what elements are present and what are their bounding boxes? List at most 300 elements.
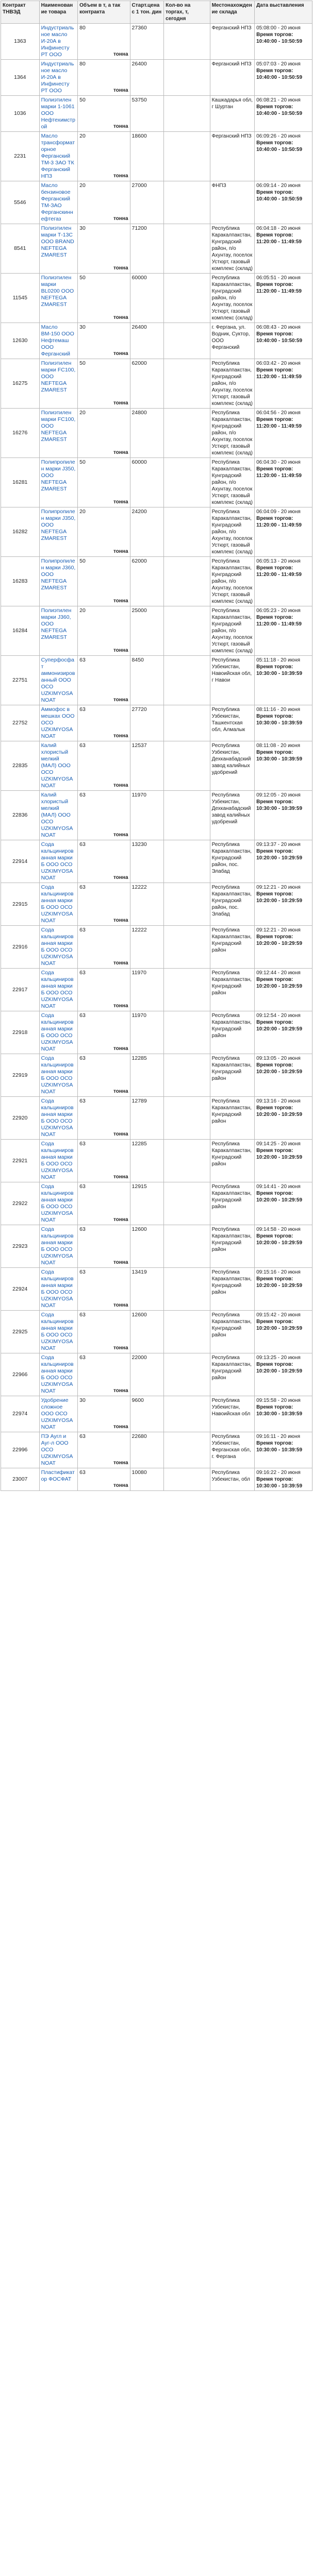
contract-id-cell: 22917 [1, 969, 40, 1011]
volume-cell [78, 24, 130, 60]
volume-value: 63 [79, 1269, 86, 1275]
auction-table [1, 1, 312, 1491]
product-name-link[interactable]: Калий хлористый мелкий (МАЛ) ООО ОСО UZKIMYOSANOAT [41, 792, 73, 838]
table-body [1, 24, 312, 1491]
product-name-link[interactable]: Полиэтилен марки J360, ООО NEFTEGA ZMAREST [41, 607, 72, 640]
quantity-today-cell [164, 1432, 210, 1468]
contract-id-cell: 11545 [1, 274, 40, 323]
volume-cell [78, 507, 130, 557]
listing-date-value: 09:15:42 - 20 июня [256, 1312, 301, 1318]
contract-id-cell: 22920 [1, 1097, 40, 1140]
trade-time-label: Время торгов: [256, 565, 293, 571]
contract-id-cell: 23007 [1, 1468, 40, 1491]
trade-time-label: Время торгов: [256, 32, 293, 38]
contract-id-cell: 16276 [1, 409, 40, 458]
unit-label: тонна [113, 1424, 128, 1430]
volume-cell [78, 409, 130, 458]
warehouse-location-cell: Республика Узбекистан, Навоийская обл [210, 1396, 254, 1432]
trade-time-value: 10:30:00 - 10:39:59 [256, 1483, 303, 1489]
product-name-cell [39, 132, 78, 181]
listing-date-cell [255, 1311, 312, 1353]
table-row [1, 274, 312, 323]
quantity-today-cell [164, 1353, 210, 1396]
volume-value: 63 [79, 1098, 86, 1104]
start-price-cell: 11970 [130, 969, 164, 1011]
listing-date-value: 09:12:21 - 20 июня [256, 885, 301, 890]
contract-id-cell: 16275 [1, 359, 40, 409]
product-name-link[interactable]: Сода кальцинированная марки Б ООО ОСО UZKIMYOSANOAT [41, 1012, 74, 1052]
listing-date-cell [255, 1353, 312, 1396]
product-name-link[interactable]: Масло бензиновое Ферганский ТМ-ЗАО Ферганскиннефтегаз [41, 182, 73, 222]
start-price-cell: 12537 [130, 741, 164, 791]
trade-time-label: Время торгов: [256, 799, 293, 805]
warehouse-location-cell: Ферганский НПЗ [210, 132, 254, 181]
table-row [1, 409, 312, 458]
unit-label: тонна [113, 918, 128, 923]
trade-time-label: Время торгов: [256, 977, 293, 982]
product-name-link[interactable]: Полиэтилен марки FC100, ООО NEFTEGA ZMAREST [41, 410, 76, 443]
listing-date-value: 06:05:51 - 20 июня [256, 275, 301, 281]
product-name-link[interactable]: Пластификатор ФОСФАТ [41, 1469, 75, 1482]
trade-time-value: 10:30:00 - 10:39:59 [256, 720, 303, 726]
trade-time-value: 10:20:00 - 10:29:59 [256, 1197, 303, 1203]
trade-time-value: 10:20:00 - 10:29:59 [256, 898, 303, 904]
contract-id-cell: 12630 [1, 323, 40, 359]
listing-date-cell [255, 883, 312, 926]
listing-date-cell [255, 1268, 312, 1311]
warehouse-location-cell: ФНПЗ [210, 181, 254, 224]
trade-time-value: 10:20:00 - 10:29:59 [256, 1283, 303, 1289]
start-price-cell: 12285 [130, 1054, 164, 1097]
start-price-cell: 22000 [130, 1353, 164, 1396]
listing-date-value: 09:16:22 - 20 июня [256, 1470, 301, 1476]
warehouse-location-cell: Республика Каракалпакстан, Кунградский район, п/о Ахунтау, поселок Устюрт, газовый комплекс (склад) [210, 359, 254, 409]
table-row [1, 656, 312, 705]
trade-time-value: 10:40:00 - 10:50:59 [256, 75, 303, 80]
volume-cell [78, 1097, 130, 1140]
contract-id-cell: 22966 [1, 1353, 40, 1396]
volume-cell [78, 1432, 130, 1468]
product-name-cell [39, 606, 78, 656]
trade-time-value: 10:40:00 - 10:50:59 [256, 111, 303, 116]
trade-time-label: Время торгов: [256, 1319, 293, 1325]
contract-id-cell: 22923 [1, 1225, 40, 1268]
contract-id-cell: 22919 [1, 1054, 40, 1097]
trade-time-value: 10:30:00 - 10:39:59 [256, 756, 303, 762]
listing-date-cell [255, 1468, 312, 1491]
product-name-link[interactable]: Сода кальцинированная марки Б ООО ОСО UZKIMYOSANOAT [41, 1312, 74, 1351]
unit-label: тонна [113, 1460, 128, 1466]
start-price-cell: 12600 [130, 1311, 164, 1353]
trade-time-label: Время торгов: [256, 1105, 293, 1111]
table-row [1, 224, 312, 274]
volume-cell [78, 741, 130, 791]
warehouse-location-cell: Республика Узбекистан, Ферганская обл, г. Фергана [210, 1432, 254, 1468]
trade-time-label: Время торгов: [256, 750, 293, 755]
quantity-today-cell [164, 1140, 210, 1182]
product-name-cell [39, 274, 78, 323]
start-price-cell: 53750 [130, 96, 164, 132]
start-price-cell: 12285 [130, 1140, 164, 1182]
quantity-today-cell [164, 656, 210, 705]
trade-time-label: Время торгов: [256, 417, 293, 422]
trade-time-label: Время торгов: [256, 1362, 293, 1367]
product-name-link[interactable]: Сода кальцинированная марки Б ООО ОСО UZKIMYOSANOAT [41, 970, 74, 1009]
product-name-link[interactable]: Масло трансформаторное Ферганский ТМ-3 ЗАО ТК Ферганский НПЗ [41, 133, 75, 179]
quantity-today-cell [164, 1097, 210, 1140]
table-row [1, 557, 312, 606]
unit-label: тонна [113, 351, 128, 357]
volume-value: 80 [79, 61, 86, 67]
product-name-link[interactable]: Сода кальцинированная марки Б ООО ОСО UZKIMYOSANOAT [41, 1183, 74, 1223]
volume-cell [78, 1396, 130, 1432]
table-row [1, 323, 312, 359]
listing-date-value: 09:14:41 - 20 июня [256, 1184, 301, 1190]
start-price-cell: 62000 [130, 557, 164, 606]
trade-time-label: Время торгов: [256, 1276, 293, 1282]
product-name-cell [39, 705, 78, 741]
listing-date-value: 06:08:43 - 20 июня [256, 325, 301, 330]
volume-value: 63 [79, 742, 86, 749]
warehouse-location-cell: Республика Каракалпакстан, Кунградский район, п/о Ахунтау, поселок Устюрт, газовый комплекс (склад) [210, 557, 254, 606]
table-row [1, 1182, 312, 1225]
warehouse-location-cell: Республика Каракалпакстан, Кунградский район [210, 969, 254, 1011]
listing-date-value: 09:13:05 - 20 июня [256, 1056, 301, 1061]
product-name-cell [39, 96, 78, 132]
listing-date-value: 09:12:21 - 20 июня [256, 927, 301, 933]
listing-date-cell [255, 60, 312, 96]
volume-value: 63 [79, 1469, 86, 1476]
start-price-cell: 24800 [130, 409, 164, 458]
product-name-link[interactable]: Индустриальное масло И-20А в Инфинесту РТ ООО [41, 25, 74, 58]
trade-time-value: 10:40:00 - 10:50:59 [256, 147, 303, 152]
trade-time-label: Время торгов: [256, 104, 293, 110]
volume-cell [78, 705, 130, 741]
product-name-link[interactable]: Сода кальцинированная марки Б ООО ОСО UZKIMYOSANOAT [41, 1354, 74, 1394]
listing-date-cell [255, 656, 312, 705]
warehouse-location-cell: Республика Узбекистан, обл [210, 1468, 254, 1491]
product-name-link[interactable]: Полипропилен марки J350, ООО NEFTEGA ZMAREST [41, 459, 76, 492]
contract-id-cell: 22921 [1, 1140, 40, 1182]
trade-time-value: 10:20:00 - 10:29:59 [256, 1240, 303, 1246]
quantity-today-cell [164, 557, 210, 606]
table-row [1, 883, 312, 926]
start-price-cell: 12915 [130, 1182, 164, 1225]
start-price-cell: 11970 [130, 791, 164, 840]
trade-time-value: 11:20:00 - 11:49:59 [256, 239, 302, 245]
unit-label: тонна [113, 1388, 128, 1394]
product-name-cell [39, 969, 78, 1011]
product-name-link[interactable]: Полипропилен марки J350, ООО NEFTEGA ZMAREST [41, 509, 76, 541]
trade-time-label: Время торгов: [256, 934, 293, 940]
product-name-link[interactable]: Сода кальцинированная марки Б ООО ОСО UZKIMYOSANOAT [41, 1269, 74, 1309]
warehouse-location-cell: Республика Каракалпакстан, Кунградский район [210, 1311, 254, 1353]
trade-time-value: 10:30:00 - 10:39:59 [256, 1411, 303, 1417]
quantity-today-cell [164, 359, 210, 409]
product-name-cell [39, 1054, 78, 1097]
volume-cell [78, 883, 130, 926]
listing-date-value: 06:05:23 - 20 июня [256, 608, 301, 614]
product-name-cell [39, 359, 78, 409]
auction-table-container [1, 1, 312, 1491]
listing-date-value: 09:13:16 - 20 июня [256, 1098, 301, 1104]
warehouse-location-cell: Кашкадарья обл, г Шуртан [210, 96, 254, 132]
trade-time-value: 11:20:00 - 11:49:59 [256, 423, 302, 429]
table-row [1, 1268, 312, 1311]
quantity-today-cell [164, 458, 210, 507]
product-name-cell [39, 181, 78, 224]
product-name-link[interactable]: Полиэтилен марки FC100, ООО NEFTEGA ZMAREST [41, 360, 76, 393]
trade-time-label: Время торгов: [256, 282, 293, 287]
product-name-link[interactable]: Сода кальцинированная марки Б ООО ОСО UZKIMYOSANOAT [41, 841, 74, 881]
product-name-link[interactable]: Сода кальцинированная марки Б ООО ОСО UZKIMYOSANOAT [41, 1141, 74, 1180]
unit-label: тонна [113, 733, 128, 739]
product-name-link[interactable]: Индустриальное масло И-20А в Инфинесту РТ ООО [41, 61, 74, 94]
trade-time-label: Время торгов: [256, 68, 293, 74]
quantity-today-cell [164, 1396, 210, 1432]
quantity-today-cell [164, 883, 210, 926]
unit-label: тонна [113, 1174, 128, 1180]
product-name-link[interactable]: Аммофос в мешках ООО ОСО UZKIMYOSANOAT [41, 706, 75, 739]
unit-label: тонна [113, 88, 128, 93]
product-name-link[interactable]: Полипропилен марки J360, ООО NEFTEGA ZMAREST [41, 558, 76, 591]
trade-time-value: 10:30:00 - 10:39:59 [256, 671, 303, 676]
listing-date-value: 09:12:44 - 20 июня [256, 970, 301, 976]
unit-label: тонна [113, 1217, 128, 1223]
listing-date-cell [255, 96, 312, 132]
listing-date-value: 06:04:56 - 20 июня [256, 410, 301, 416]
start-price-cell: 24200 [130, 507, 164, 557]
quantity-today-cell [164, 1054, 210, 1097]
start-price-cell: 60000 [130, 274, 164, 323]
product-name-link[interactable]: Сода кальцинированная марки Б ООО ОСО UZKIMYOSANOAT [41, 1055, 74, 1095]
table-row [1, 606, 312, 656]
table-row [1, 181, 312, 224]
listing-date-value: 05:08:00 - 20 июня [256, 25, 301, 31]
table-row [1, 1097, 312, 1140]
column-header: Кол-во на торгах, т, сегодня [164, 1, 210, 24]
warehouse-location-cell: Республика Каракалпакстан, Кунградский район [210, 1268, 254, 1311]
trade-time-label: Время торгов: [256, 891, 293, 897]
listing-date-cell [255, 1011, 312, 1054]
contract-id-cell: 22924 [1, 1268, 40, 1311]
volume-cell [78, 359, 130, 409]
volume-value: 63 [79, 706, 86, 713]
quantity-today-cell [164, 224, 210, 274]
listing-date-cell [255, 274, 312, 323]
product-name-cell [39, 1311, 78, 1353]
volume-value: 20 [79, 607, 86, 614]
warehouse-location-cell: Республика Каракалпакстан, Кунградский район [210, 1353, 254, 1396]
volume-cell [78, 1268, 130, 1311]
unit-label: тонна [113, 52, 128, 57]
start-price-cell: 12600 [130, 1225, 164, 1268]
contract-id-cell: 16282 [1, 507, 40, 557]
contract-id-cell: 1363 [1, 24, 40, 60]
volume-cell [78, 557, 130, 606]
listing-date-cell [255, 791, 312, 840]
trade-time-value: 10:30:00 - 10:39:59 [256, 806, 303, 811]
volume-value: 63 [79, 1226, 86, 1232]
listing-date-value: 06:04:09 - 20 июня [256, 509, 301, 515]
product-name-link[interactable]: ПЭ Аугл и Ауг-л ООО ОСО UZKIMYOSANOAT [41, 1433, 73, 1466]
warehouse-location-cell: Республика Каракалпакстан, Кунградский район, п/о Ахунтау, поселок Устюрт, газовый комплекс (склад) [210, 274, 254, 323]
table-row [1, 969, 312, 1011]
unit-label: тонна [113, 783, 128, 788]
trade-time-label: Время торгов: [256, 1062, 293, 1068]
product-name-link[interactable]: Сода кальцинированная марки Б ООО ОСО UZKIMYOSANOAT [41, 1226, 74, 1266]
unit-label: тонна [113, 598, 128, 604]
listing-date-cell [255, 359, 312, 409]
table-row [1, 1468, 312, 1491]
listing-date-value: 09:14:25 - 20 июня [256, 1141, 301, 1147]
volume-value: 63 [79, 1312, 86, 1318]
table-row [1, 926, 312, 969]
trade-time-value: 11:20:00 - 11:49:59 [256, 621, 302, 627]
product-name-link[interactable]: Калий хлористый мелкий (МАЛ) ООО ОСО UZKIMYOSANOAT [41, 742, 73, 789]
volume-cell [78, 1140, 130, 1182]
product-name-cell [39, 24, 78, 60]
contract-id-cell: 5546 [1, 181, 40, 224]
listing-date-value: 09:15:58 - 20 июня [256, 1398, 301, 1403]
listing-date-cell [255, 409, 312, 458]
warehouse-location-cell: Республика Узбекистан, Дехканабадский завод калийных удобрений [210, 741, 254, 791]
quantity-today-cell [164, 181, 210, 224]
trade-time-value: 10:40:00 - 10:50:59 [256, 196, 303, 202]
start-price-cell: 12222 [130, 926, 164, 969]
unit-label: тонна [113, 1003, 128, 1009]
volume-value: 50 [79, 360, 86, 366]
listing-date-cell [255, 741, 312, 791]
warehouse-location-cell: Республика Каракалпакстан, Кунградский район, п/о Ахунтау, поселок Устюрт, газовый комплекс (склад) [210, 409, 254, 458]
trade-time-value: 11:20:00 - 11:49:59 [256, 289, 302, 294]
volume-cell [78, 606, 130, 656]
volume-value: 50 [79, 558, 86, 564]
product-name-link[interactable]: Суперфосфат аммонизированный ООО ОСО UZKIMYOSANOAT [41, 657, 75, 703]
product-name-cell [39, 1140, 78, 1182]
listing-date-value: 08:11:08 - 20 июня [256, 743, 301, 749]
listing-date-cell [255, 507, 312, 557]
start-price-cell: 71200 [130, 224, 164, 274]
start-price-cell: 27720 [130, 705, 164, 741]
warehouse-location-cell: Республика Каракалпакстан, Кунградский район [210, 1140, 254, 1182]
product-name-link[interactable]: Полиэтилен марки 1-1061 ООО Нефтехимстрой [41, 97, 75, 130]
table-row [1, 1396, 312, 1432]
trade-time-value: 10:20:00 - 10:29:59 [256, 984, 303, 989]
volume-cell [78, 791, 130, 840]
quantity-today-cell [164, 1011, 210, 1054]
start-price-cell: 22680 [130, 1432, 164, 1468]
start-price-cell: 13419 [130, 1268, 164, 1311]
start-price-cell: 27000 [130, 181, 164, 224]
volume-cell [78, 60, 130, 96]
contract-id-cell: 22918 [1, 1011, 40, 1054]
volume-value: 20 [79, 182, 86, 189]
contract-id-cell: 22751 [1, 656, 40, 705]
table-row [1, 132, 312, 181]
warehouse-location-cell: Республика Каракалпакстан, Кунградский район [210, 1225, 254, 1268]
table-row [1, 458, 312, 507]
trade-time-value: 10:20:00 - 10:29:59 [256, 1155, 303, 1160]
table-row [1, 1432, 312, 1468]
trade-time-value: 10:20:00 - 10:29:59 [256, 1112, 303, 1117]
product-name-cell [39, 1225, 78, 1268]
volume-cell [78, 1011, 130, 1054]
listing-date-cell [255, 969, 312, 1011]
listing-date-cell [255, 557, 312, 606]
volume-cell [78, 1311, 130, 1353]
listing-date-cell [255, 1097, 312, 1140]
start-price-cell: 27360 [130, 24, 164, 60]
product-name-link[interactable]: Сода кальцинированная марки Б ООО ОСО UZKIMYOSANOAT [41, 884, 74, 924]
trade-time-label: Время торгов: [256, 664, 293, 670]
contract-id-cell: 22922 [1, 1182, 40, 1225]
product-name-cell [39, 409, 78, 458]
contract-id-cell: 22752 [1, 705, 40, 741]
product-name-cell [39, 1396, 78, 1432]
start-price-cell: 62000 [130, 359, 164, 409]
trade-time-label: Время торгов: [256, 615, 293, 620]
start-price-cell: 9600 [130, 1396, 164, 1432]
product-name-link[interactable]: Сода кальцинированная марки Б ООО ОСО UZKIMYOSANOAT [41, 927, 74, 967]
column-header: Объем в т, а так контракта [78, 1, 130, 24]
warehouse-location-cell: Республика Каракалпакстан, Кунградский район, пос. Элабад [210, 840, 254, 883]
listing-date-value: 09:16:11 - 20 июня [256, 1434, 301, 1439]
quantity-today-cell [164, 409, 210, 458]
quantity-today-cell [164, 507, 210, 557]
quantity-today-cell [164, 24, 210, 60]
contract-id-cell: 22836 [1, 791, 40, 840]
trade-time-label: Время торгов: [256, 140, 293, 146]
contract-id-cell: 22835 [1, 741, 40, 791]
quantity-today-cell [164, 60, 210, 96]
volume-cell [78, 96, 130, 132]
table-row [1, 1140, 312, 1182]
contract-id-cell: 22916 [1, 926, 40, 969]
start-price-cell: 11970 [130, 1011, 164, 1054]
unit-label: тонна [113, 875, 128, 880]
contract-id-cell: 1036 [1, 96, 40, 132]
quantity-today-cell [164, 1468, 210, 1491]
unit-label: тонна [113, 697, 128, 703]
volume-cell [78, 458, 130, 507]
quantity-today-cell [164, 323, 210, 359]
product-name-link[interactable]: Масло ВМ-150 ООО Нефтемаш ООО Ферганский [41, 324, 74, 357]
unit-label: тонна [113, 1302, 128, 1308]
unit-label: тонна [113, 450, 128, 455]
table-row [1, 1054, 312, 1097]
volume-cell [78, 181, 130, 224]
product-name-cell [39, 323, 78, 359]
listing-date-value: 06:03:42 - 20 июня [256, 361, 301, 366]
product-name-link[interactable]: Полиэтилен марки Т-13С ООО BRAND NEFTEGA ZMAREST [41, 225, 74, 258]
product-name-link[interactable]: Сода кальцинированная марки Б ООО ОСО UZKIMYOSANOAT [41, 1098, 74, 1138]
listing-date-value: 09:13:37 - 20 июня [256, 842, 301, 848]
product-name-link[interactable]: Удобрение сложное ООО ОСО UZKIMYOSANOAT [41, 1397, 73, 1430]
trade-time-label: Время торгов: [256, 714, 293, 719]
volume-cell [78, 1182, 130, 1225]
start-price-cell: 25000 [130, 606, 164, 656]
product-name-link[interactable]: Полиэтилен марки BL0200 ООО NEFTEGA ZMAREST [41, 275, 74, 308]
quantity-today-cell [164, 741, 210, 791]
contract-id-cell: 22996 [1, 1432, 40, 1468]
volume-value: 63 [79, 841, 86, 848]
volume-value: 63 [79, 657, 86, 663]
product-name-cell [39, 883, 78, 926]
unit-label: тонна [113, 960, 128, 966]
product-name-cell [39, 507, 78, 557]
trade-time-label: Время торгов: [256, 1440, 293, 1446]
